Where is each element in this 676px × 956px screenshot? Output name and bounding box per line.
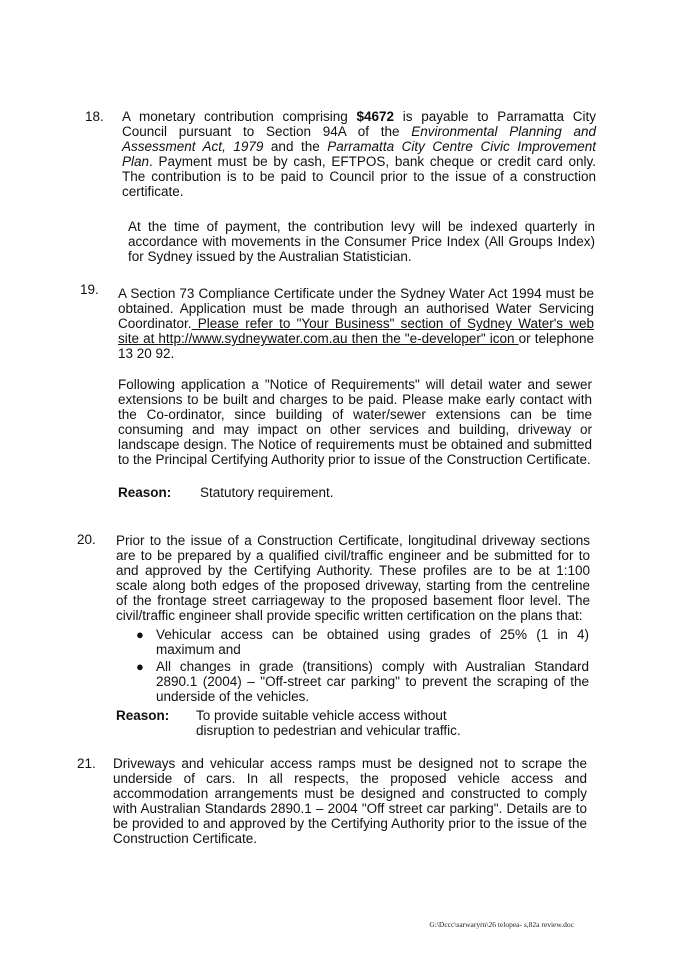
reason-label: Reason: [116,708,170,723]
condition-paragraph: Driveways and vehicular access ramps must be designed not to scrape the underside of cars. In all respects, the proposed vehicle access and accommodation arrangements must be designed and constructed to comply with Australian Standards 2890.1 – 2004 "Off street car parking". Details are to be provided to and approved by the Certifying Authority prior to the issue of the Construction Certificate. [113,756,587,846]
contribution-amount: $4672 [356,109,395,124]
condition-paragraph [122,109,596,199]
text-run: A Section 73 Compliance Certificate under the Sydney Water Act 1994 must be obtained. Application must be made through an authorised Water Servicing Coordinator. [118,286,594,331]
bullet-list [134,627,589,706]
sydney-water-link[interactable]: Please refer to "Your Business" section of Sydney Water's web site at http://www.sydneywater.com.au then the "e-developer" icon [118,316,594,346]
text-run: is payable to Parramatta City Council pursuant to Section 94A of the [122,109,596,139]
bullet-text: All changes in grade (transitions) comply with Australian Standard 2890.1 (2004) – "Off-street car parking" to prevent the scraping of the underside of the vehicles. [156,659,589,704]
reason-text: Statutory requirement. [200,485,334,500]
bullet-text: Vehicular access can be obtained using grades of 25% (1 in 4) maximum and [156,627,589,657]
text-run: or telephone 13 20 92. [118,331,595,361]
condition-number: 18. [85,109,104,124]
reason-label: Reason: [118,485,172,500]
text-run: . Payment must be by cash, EFTPOS, bank cheque or credit card only. The contribution is to be paid to Council prior to the issue of a construction certificate. [122,154,596,199]
condition-number: 19. [80,282,99,297]
act-title: Environmental Planning and Assessment Act, 1979 [122,124,596,154]
bullet-icon: ● [136,659,144,674]
plan-title: Parramatta City Centre Civic Improvement Plan [122,139,597,169]
reason-line [116,708,590,740]
condition-paragraph: Prior to the issue of a Construction Certificate, longitudinal driveway sections are to be prepared by a qualified civil/traffic engineer and be submitted for to and approved by the Certifying Authority. These profiles are to be at 1:100 scale along both edges of the proposed driveway, starting from the centreline of the frontage street carriageway to the proposed basement floor level. The civil/traffic engineer shall provide specific written certification on the plans that: [116,533,590,623]
condition-paragraph [118,286,594,361]
text-run: and the [263,139,328,154]
reason-text: To provide suitable vehicle access without disruption to pedestrian and vehicular traffic. [196,708,461,738]
list-item [134,627,589,657]
list-item [134,659,589,704]
text-run: A monetary contribution comprising [122,109,357,124]
condition-number: 20. [77,532,96,547]
condition-number: 21. [77,756,96,771]
reason-line [118,485,592,501]
bullet-icon: ● [136,627,144,642]
condition-paragraph: At the time of payment, the contribution levy will be indexed quarterly in accordance with movements in the Consumer Price Index (All Groups Index) for Sydney issued by the Australian Statistician. [128,219,595,264]
document-footer-path: G:\Dccc\sarwaryrn\26 telopea- s,82a review.doc [429,920,574,929]
condition-paragraph: Following application a "Notice of Requirements" will detail water and sewer extensions to be built and charges to be paid. Please make early contact with the Co-ordinator, since building of water/sewer extensions can be time consuming and may impact on other services and building, driveway or landscape design. The Notice of requirements must be obtained and submitted to the Principal Certifying Authority prior to issue of the Construction Certificate. [118,377,592,467]
